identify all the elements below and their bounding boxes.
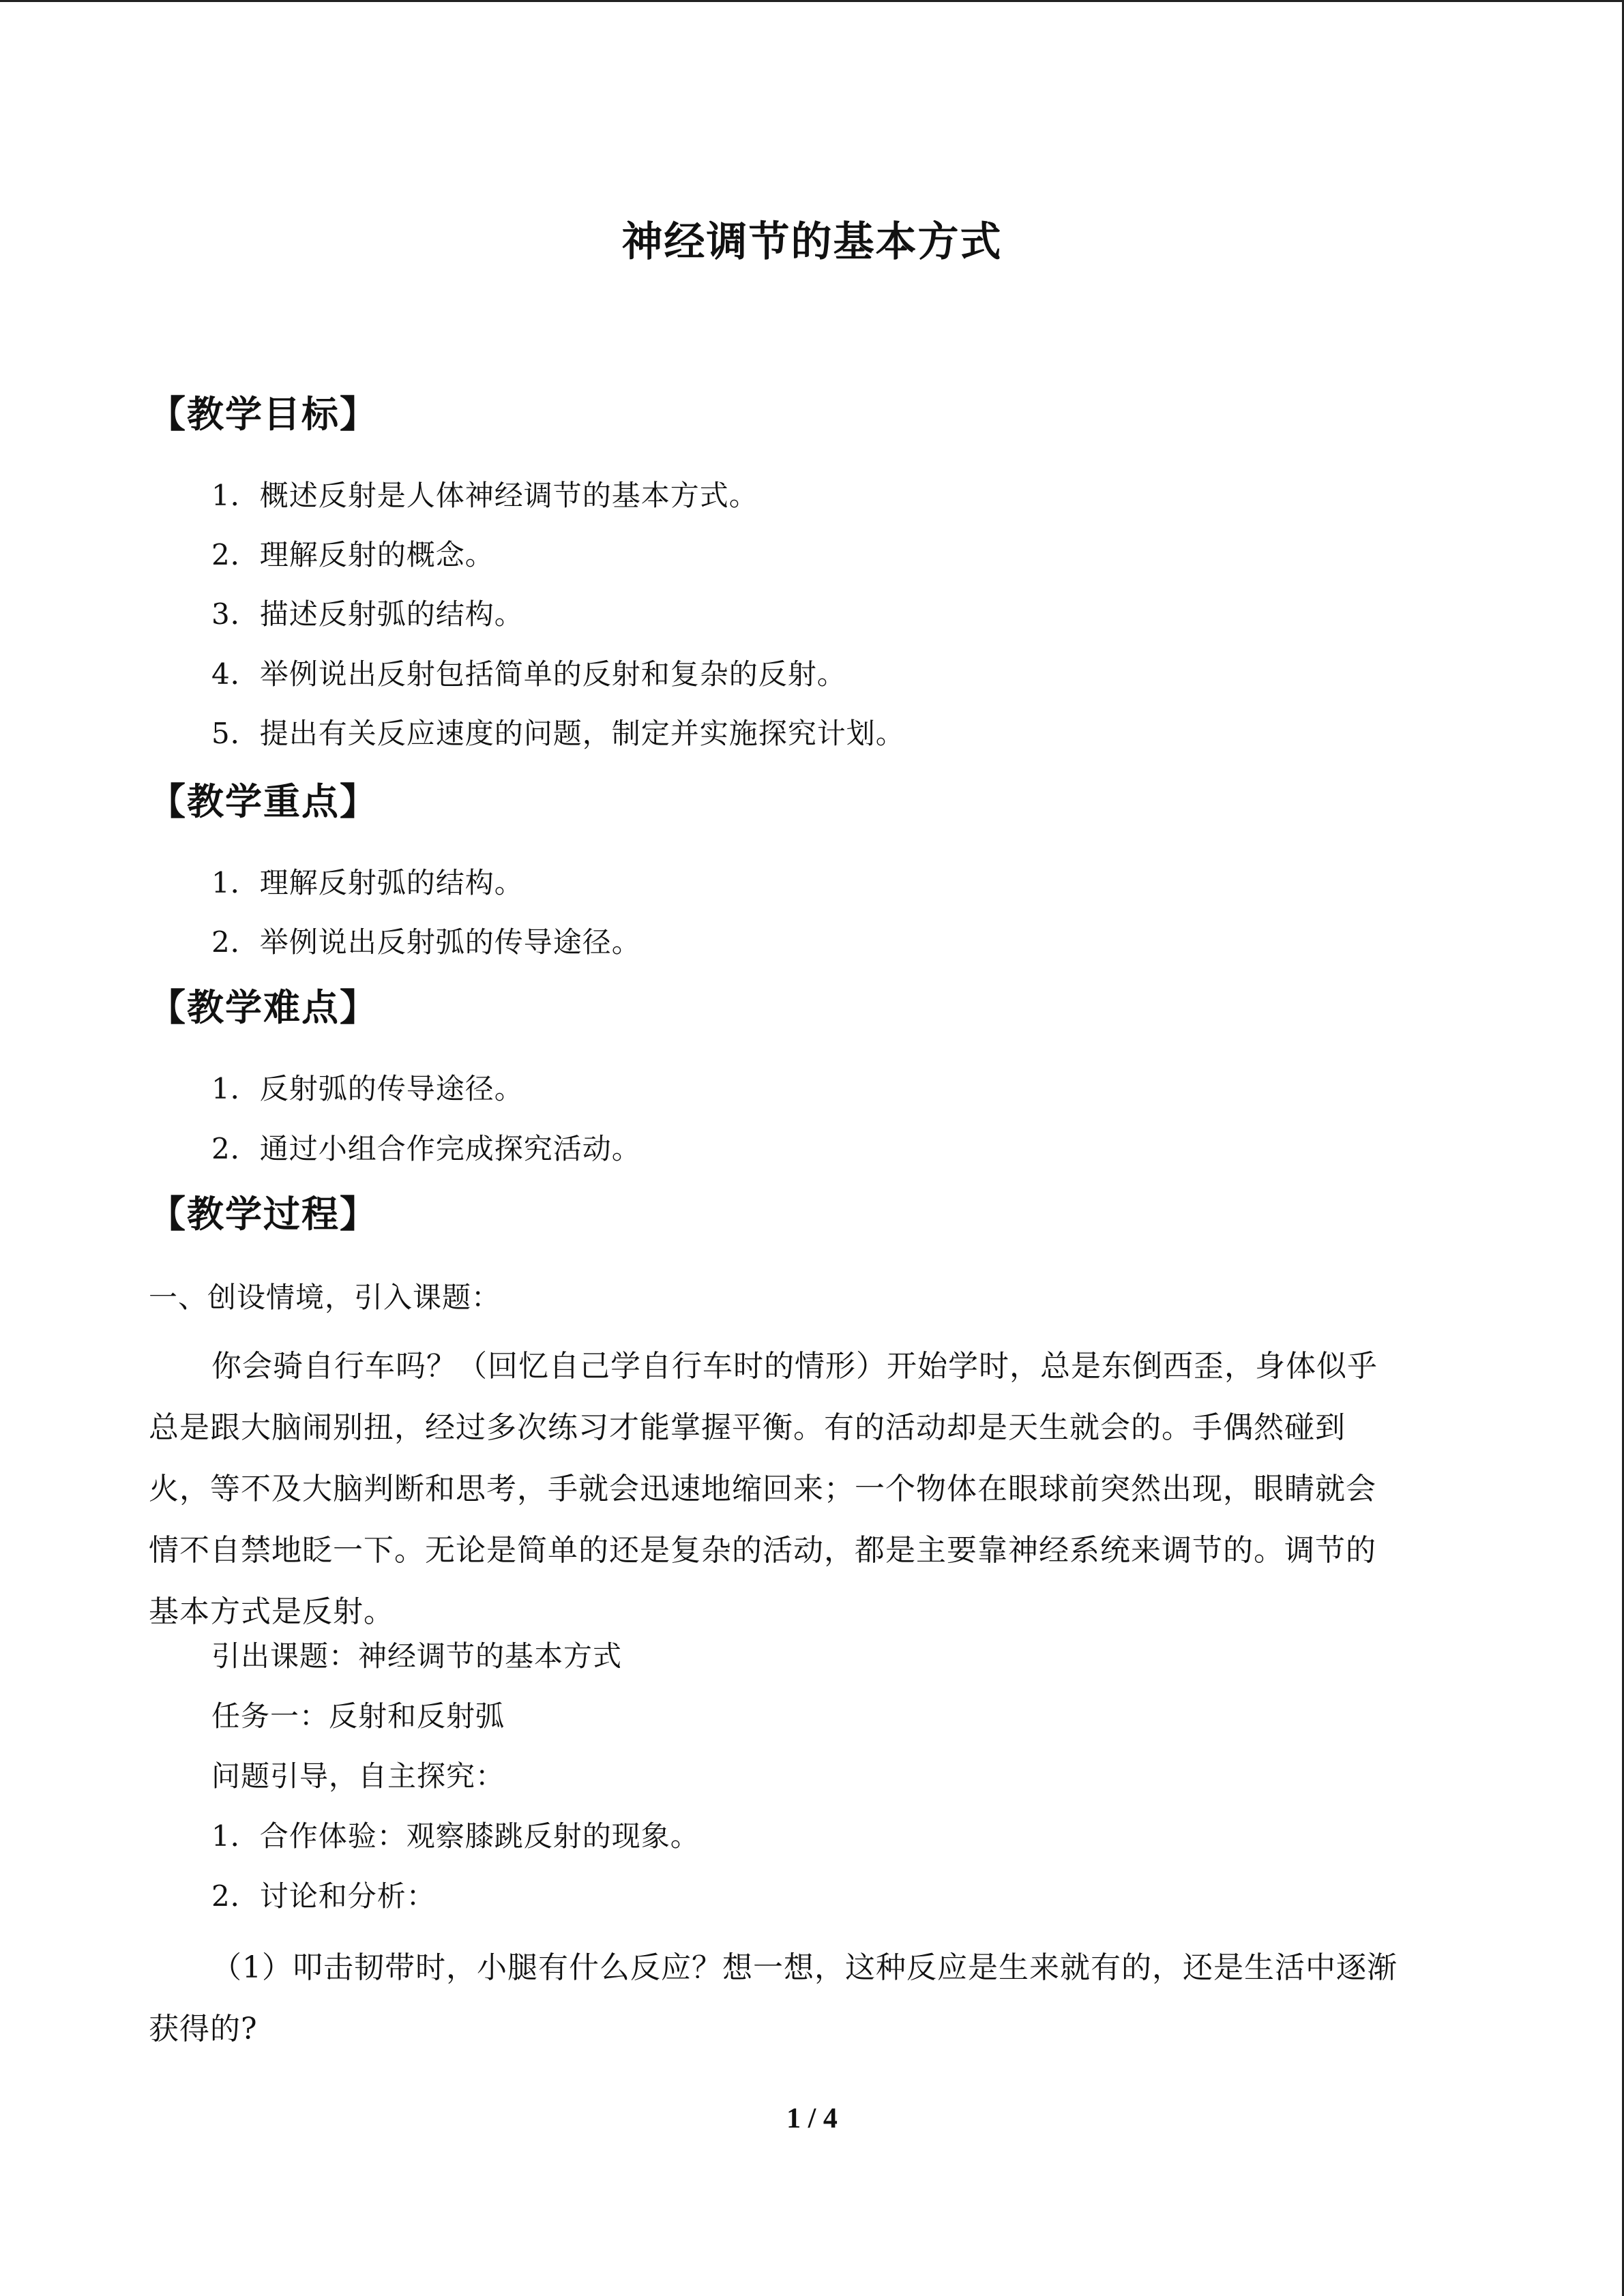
objective-item-4: 4．举例说出反射包括简单的反射和复杂的反射。 bbox=[211, 657, 846, 691]
difficulty-item-1: 1．反射弧的传导途径。 bbox=[211, 1072, 524, 1105]
intro-line-2: 总是跟大脑闹别扭，经过多次练习才能掌握平衡。有的活动却是天生就会的。手偶然碰到 bbox=[149, 1410, 1346, 1445]
heading-objectives: 【教学目标】 bbox=[149, 393, 378, 436]
difficulty-item-2: 2．通过小组合作完成探究活动。 bbox=[211, 1132, 641, 1165]
heading-difficulties: 【教学难点】 bbox=[149, 986, 378, 1029]
experience-item-1: 1．合作体验：观察膝跳反射的现象。 bbox=[211, 1819, 700, 1853]
lead-topic: 引出课题：神经调节的基本方式 bbox=[211, 1639, 623, 1673]
experience-item-2: 2．讨论和分析： bbox=[211, 1879, 436, 1913]
intro-paragraph bbox=[149, 1336, 1486, 1643]
objective-item-1: 1．概述反射是人体神经调节的基本方式。 bbox=[211, 479, 758, 512]
objective-item-3: 3．描述反射弧的结构。 bbox=[211, 597, 524, 631]
task-one: 任务一：反射和反射弧 bbox=[211, 1699, 505, 1733]
question-line-2: 获得的? bbox=[149, 2012, 258, 2046]
intro-line-5: 基本方式是反射。 bbox=[149, 1594, 394, 1629]
intro-line-3: 火，等不及大脑判断和思考，手就会迅速地缩回来；一个物体在眼球前突然出现，眼睛就会 bbox=[149, 1472, 1376, 1506]
question-line-1: （1）叩击韧带时，小腿有什么反应？想一想，这种反应是生来就有的，还是生活中逐渐 bbox=[211, 1950, 1398, 1985]
intro-line-1: 你会骑自行车吗？（回忆自己学自行车时的情形）开始学时，总是东倒西歪，身体似乎 bbox=[211, 1349, 1378, 1384]
intro-line-4: 情不自禁地眨一下。无论是简单的还是复杂的活动，都是主要靠神经系统来调节的。调节的 bbox=[149, 1533, 1376, 1568]
objective-item-2: 2．理解反射的概念。 bbox=[211, 538, 494, 571]
question-paragraph bbox=[149, 1937, 1486, 2060]
process-step-1: 一、创设情境，引入课题： bbox=[149, 1281, 501, 1314]
question-guide: 问题引导，自主探究： bbox=[211, 1759, 505, 1793]
heading-process: 【教学过程】 bbox=[149, 1193, 378, 1236]
page-number: 1 / 4 bbox=[786, 2103, 838, 2134]
key-point-item-2: 2．举例说出反射弧的传导途径。 bbox=[211, 925, 641, 959]
document-title: 神经调节的基本方式 bbox=[621, 218, 1003, 266]
heading-key-points: 【教学重点】 bbox=[149, 780, 378, 823]
objective-item-5: 5．提出有关反应速度的问题，制定并实施探究计划。 bbox=[211, 717, 905, 750]
key-point-item-1: 1．理解反射弧的结构。 bbox=[211, 866, 524, 899]
